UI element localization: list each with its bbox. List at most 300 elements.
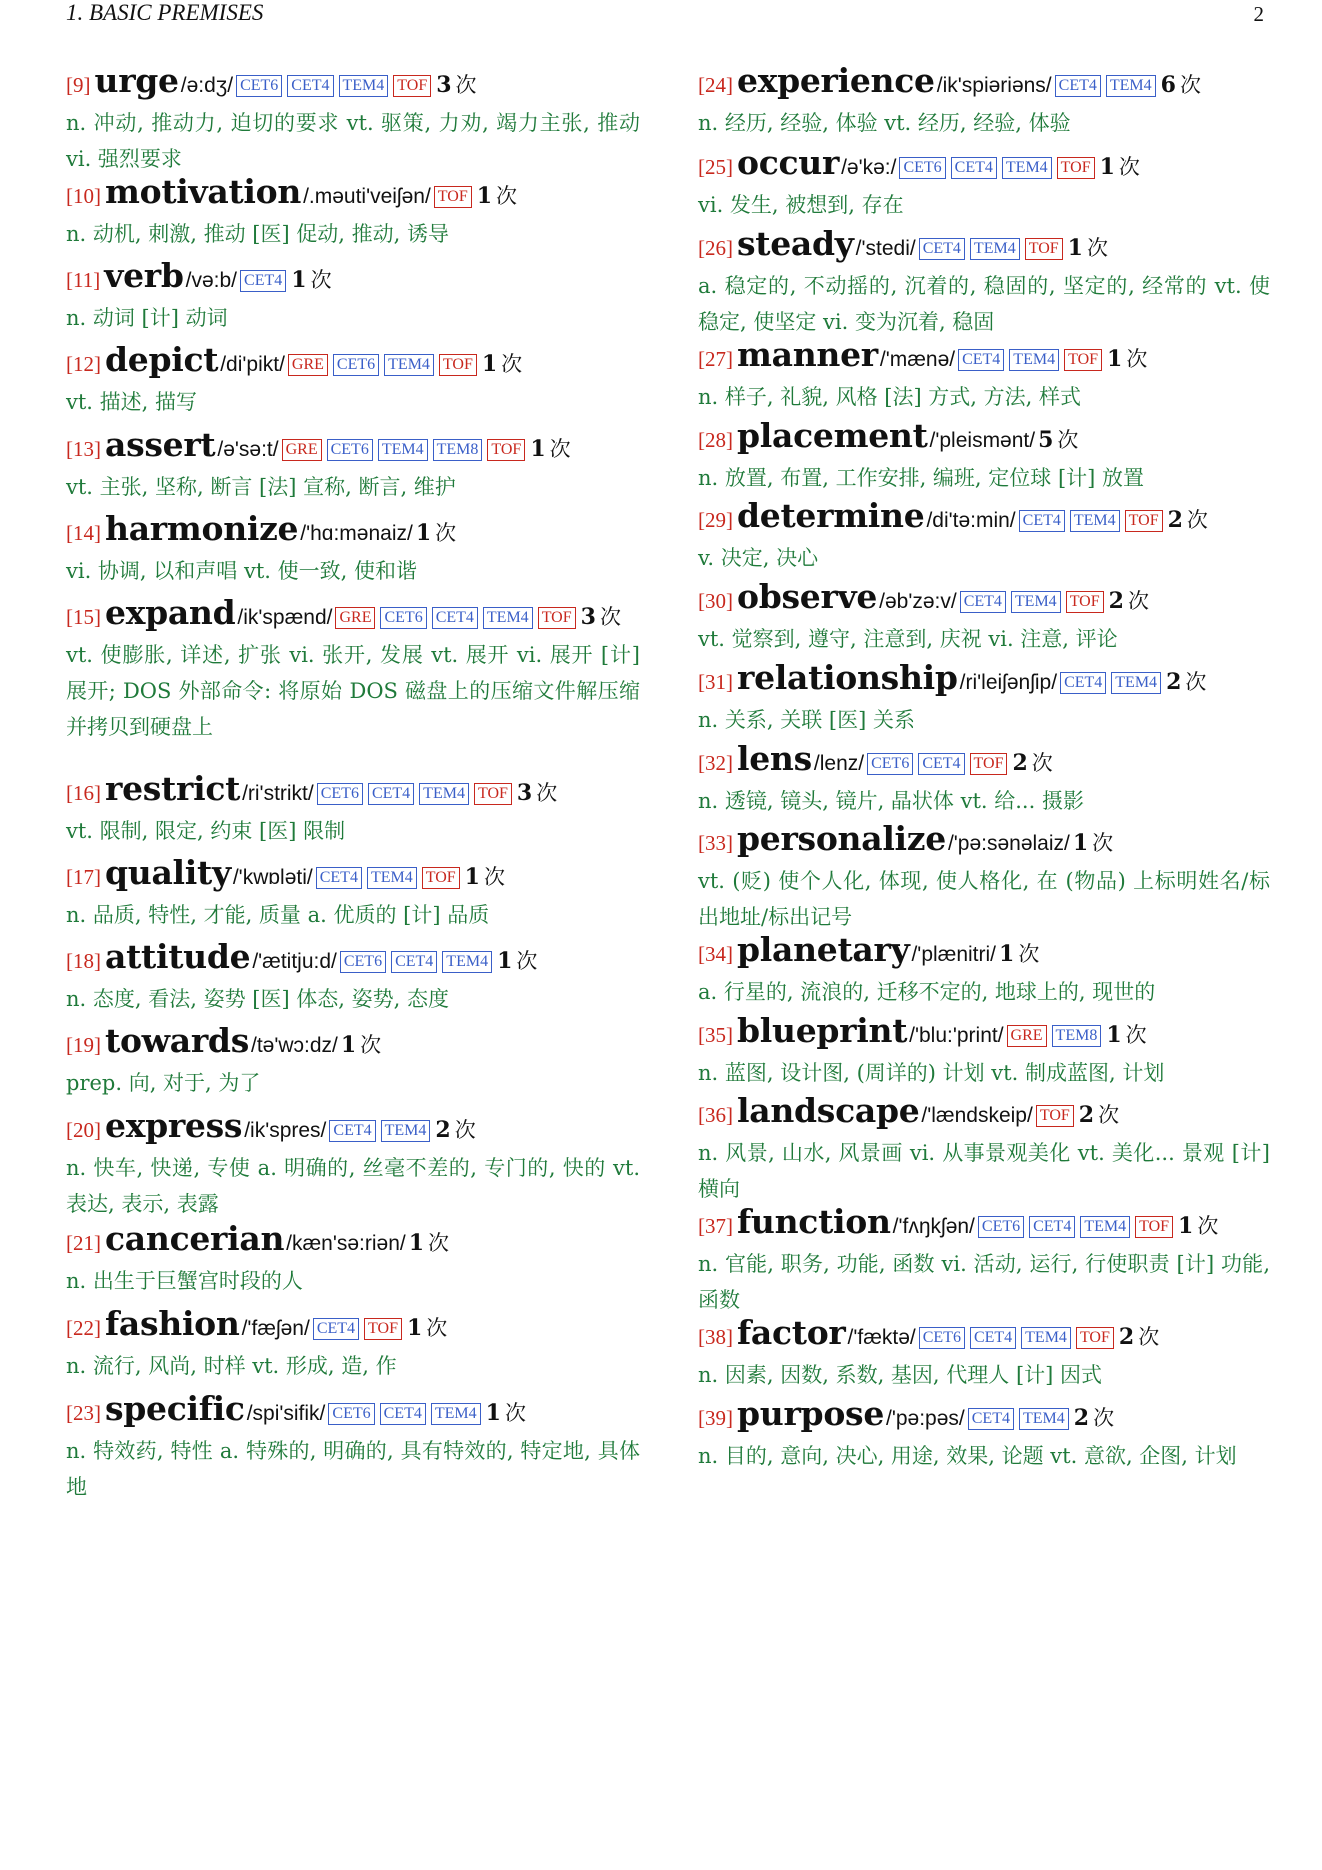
headword: function	[737, 1202, 891, 1241]
frequency-unit: 次	[1086, 236, 1108, 260]
headword: manner	[737, 335, 878, 374]
entry-number: [36]	[698, 1103, 733, 1127]
exam-tag: CET6	[236, 75, 282, 97]
exam-tag: CET4	[968, 1408, 1014, 1430]
vocab-entry	[66, 341, 640, 420]
exam-tag: CET6	[899, 157, 945, 179]
entry-headline	[66, 426, 640, 469]
entry-headline	[698, 1092, 1270, 1135]
frequency-unit: 次	[1179, 73, 1201, 97]
definition: n. 风景, 山水, 风景画 vi. 从事景观美化 vt. 美化... 景观 [计] 横向	[698, 1141, 1270, 1201]
vocab-entry	[66, 854, 640, 933]
exam-tag: CET6	[317, 783, 363, 805]
exam-tag: TEM4	[1106, 75, 1156, 97]
entry-headline	[66, 938, 640, 981]
phonetic: /'kwɒləti/	[232, 866, 313, 889]
exam-tag: TEM8	[1052, 1025, 1102, 1047]
frequency-unit: 次	[1186, 508, 1208, 532]
frequency-count: 1	[1067, 235, 1083, 261]
headword: placement	[737, 416, 928, 455]
exam-tag: TEM4	[1080, 1216, 1130, 1238]
phonetic: /'ætitju:d/	[252, 950, 337, 973]
frequency-unit: 次	[360, 1033, 382, 1057]
definition: vt. (贬) 使个人化, 体现, 使人格化, 在 (物品) 上标明姓名/标出地址/标出记号	[698, 869, 1270, 929]
entry-headline	[698, 1395, 1270, 1438]
exam-tag: GRE	[282, 439, 322, 461]
phonetic: /ik'spænd/	[237, 606, 333, 629]
phonetic: /'lændskeip/	[921, 1104, 1033, 1127]
headword: relationship	[737, 658, 958, 697]
headword: express	[105, 1106, 243, 1145]
exam-tag: TOF	[1125, 510, 1163, 532]
vocab-entry	[698, 62, 1270, 141]
entry-number: [25]	[698, 155, 733, 179]
exam-tag: TOF	[422, 867, 460, 889]
definition: n. 经历, 经验, 体验 vt. 经历, 经验, 体验	[698, 111, 1071, 135]
headword: towards	[105, 1021, 249, 1060]
entry-headline	[66, 173, 640, 216]
frequency-unit: 次	[1126, 347, 1148, 371]
headword: factor	[737, 1313, 846, 1352]
entry-headline	[66, 770, 640, 813]
exam-tag: CET4	[368, 783, 414, 805]
headword: attitude	[105, 937, 251, 976]
entry-headline	[698, 144, 1270, 187]
entry-number: [29]	[698, 508, 733, 532]
exam-tag: CET4	[432, 607, 478, 629]
frequency-count: 3	[580, 604, 596, 630]
frequency-unit: 次	[1093, 1406, 1115, 1430]
entry-headline	[698, 740, 1270, 783]
frequency-unit: 次	[1057, 428, 1079, 452]
entry-number: [35]	[698, 1023, 733, 1047]
frequency-count: 3	[436, 72, 452, 98]
exam-tag: CET6	[978, 1216, 1024, 1238]
exam-tag: CET4	[1060, 672, 1106, 694]
frequency-count: 6	[1160, 72, 1176, 98]
entry-number: [33]	[698, 831, 733, 855]
phonetic: /ə'kə:/	[841, 156, 897, 179]
frequency-unit: 次	[1092, 831, 1114, 855]
exam-tag: CET4	[329, 1120, 375, 1142]
phonetic: /ik'spres/	[244, 1119, 327, 1142]
definition: n. 样子, 礼貌, 风格 [法] 方式, 方法, 样式	[698, 385, 1082, 409]
definition: n. 目的, 意向, 决心, 用途, 效果, 论题 vt. 意欲, 企图, 计划	[698, 1444, 1237, 1468]
exam-tag: TEM4	[1111, 672, 1161, 694]
headword: verb	[104, 256, 184, 295]
phonetic: /'fæʃən/	[241, 1317, 310, 1340]
vocab-entry	[698, 1203, 1270, 1318]
frequency-count: 2	[1167, 507, 1183, 533]
definition: vt. 限制, 限定, 约束 [医] 限制	[66, 819, 346, 843]
phonetic: /'fæktə/	[847, 1326, 916, 1349]
frequency-count: 1	[464, 864, 480, 890]
exam-tag: CET4	[391, 951, 437, 973]
page-number: 2	[1253, 2, 1264, 26]
entry-number: [15]	[66, 605, 101, 629]
frequency-count: 1	[999, 941, 1015, 967]
phonetic: /di'pikt/	[220, 353, 285, 376]
frequency-count: 3	[516, 780, 533, 806]
exam-tag: TEM4	[1021, 1327, 1071, 1349]
frequency-count: 2	[1012, 750, 1028, 776]
exam-tag: CET4	[287, 75, 333, 97]
frequency-unit: 次	[1197, 1214, 1219, 1238]
frequency-count: 1	[408, 1230, 425, 1256]
frequency-count: 2	[1118, 1324, 1135, 1350]
definition: n. 蓝图, 设计图, (周详的) 计划 vt. 制成蓝图, 计划	[698, 1061, 1165, 1085]
phonetic: /ik'spiəriəns/	[936, 74, 1052, 97]
phonetic: /'mænə/	[879, 348, 956, 371]
definition: n. 动词 [计] 动词	[66, 306, 228, 330]
frequency-count: 1	[481, 351, 498, 377]
exam-tag: CET6	[333, 354, 379, 376]
entry-headline	[66, 510, 640, 553]
exam-tag: TEM4	[483, 607, 533, 629]
frequency-unit: 次	[454, 1118, 476, 1142]
exam-tag: TEM4	[431, 1403, 481, 1425]
entry-number: [39]	[698, 1406, 733, 1430]
phonetic: /'pə:sənəlaiz/	[947, 832, 1070, 855]
headword: cancerian	[105, 1219, 285, 1258]
definition: n. 快车, 快递, 专使 a. 明确的, 丝毫不差的, 专门的, 快的 vt. 表达, 表示, 表露	[66, 1156, 640, 1216]
frequency-unit: 次	[1018, 942, 1040, 966]
entry-number: [28]	[698, 428, 733, 452]
exam-tag: TOF	[439, 354, 477, 376]
entry-number: [13]	[66, 437, 101, 461]
exam-tag: TOF	[1036, 1105, 1074, 1127]
frequency-unit: 次	[435, 521, 457, 545]
headword: observe	[737, 577, 878, 616]
exam-tag: CET4	[1055, 75, 1101, 97]
headword: motivation	[105, 172, 302, 211]
phonetic: /'pleismənt/	[929, 429, 1036, 452]
headword: quality	[105, 853, 231, 892]
definition: prep. 向, 对于, 为了	[66, 1071, 261, 1095]
phonetic: /və:b/	[185, 269, 238, 292]
exam-tag: TOF	[538, 607, 576, 629]
entry-headline	[698, 820, 1270, 863]
phonetic: /kæn'sə:riən/	[286, 1232, 406, 1255]
exam-tag: TEM4	[339, 75, 389, 97]
entry-number: [19]	[66, 1033, 101, 1057]
vocab-entry	[698, 497, 1270, 576]
entry-number: [23]	[66, 1401, 101, 1425]
entry-number: [10]	[66, 184, 101, 208]
entry-headline	[698, 578, 1270, 621]
entry-number: [14]	[66, 521, 101, 545]
exam-tag: TEM8	[433, 439, 483, 461]
vocab-entry	[698, 820, 1270, 935]
vocab-entry	[66, 1305, 640, 1384]
exam-tag: TEM4	[1070, 510, 1120, 532]
entry-number: [12]	[66, 352, 101, 376]
entry-headline	[698, 1314, 1270, 1357]
vocab-entry	[698, 1092, 1270, 1207]
entry-number: [11]	[66, 268, 101, 292]
exam-tag: CET4	[1019, 510, 1065, 532]
frequency-count: 1	[497, 948, 513, 974]
exam-tag: TOF	[474, 783, 512, 805]
entry-number: [34]	[698, 942, 733, 966]
vocab-entry	[66, 1107, 640, 1222]
vocab-entry	[698, 578, 1270, 657]
chapter-title: 1. BASIC PREMISES	[66, 0, 264, 25]
definition: vt. 主张, 坚称, 断言 [法] 宣称, 断言, 维护	[66, 475, 456, 499]
entry-headline	[698, 497, 1270, 540]
frequency-count: 2	[1108, 588, 1124, 614]
page-header	[66, 0, 1264, 30]
exam-tag: TOF	[1066, 591, 1104, 613]
vocab-entry	[66, 173, 640, 252]
entry-number: [16]	[66, 781, 101, 805]
definition: n. 品质, 特性, 才能, 质量 a. 优质的 [计] 品质	[66, 903, 490, 927]
exam-tag: CET4	[380, 1403, 426, 1425]
vocab-entry	[66, 938, 640, 1017]
frequency-count: 1	[406, 1315, 423, 1341]
phonetic: /.məuti'veiʃən/	[303, 185, 431, 208]
frequency-unit: 次	[496, 184, 518, 208]
entry-headline	[66, 257, 640, 300]
phonetic: /'pə:pəs/	[886, 1407, 965, 1430]
entry-number: [24]	[698, 73, 733, 97]
definition: vi. 协调, 以和声唱 vt. 使一致, 使和谐	[66, 559, 417, 583]
definition: n. 透镜, 镜头, 镜片, 晶状体 vt. 给... 摄影	[698, 789, 1084, 813]
exam-tag: TEM4	[381, 1120, 431, 1142]
definition: n. 动机, 刺激, 推动 [医] 促动, 推动, 诱导	[66, 222, 450, 246]
exam-tag: GRE	[288, 354, 328, 376]
entry-headline	[698, 931, 1270, 974]
phonetic: /di'tə:min/	[926, 509, 1016, 532]
vocab-entry	[66, 257, 640, 336]
frequency-unit: 次	[501, 352, 523, 376]
headword: depict	[105, 340, 219, 379]
entry-headline	[66, 1220, 640, 1263]
phonetic: /tə'wɔ:dz/	[250, 1034, 338, 1057]
headword: steady	[737, 224, 854, 263]
exam-tag: TOF	[434, 186, 472, 208]
vocab-entry	[66, 62, 640, 177]
frequency-unit: 次	[549, 437, 571, 461]
definition: a. 稳定的, 不动摇的, 沉着的, 稳固的, 坚定的, 经常的 vt. 使稳定, 使坚定 vi. 变为沉着, 稳固	[698, 274, 1270, 334]
phonetic: /ə:dʒ/	[180, 74, 234, 97]
exam-tag: TEM4	[384, 354, 434, 376]
entry-headline	[698, 336, 1270, 379]
entry-headline	[66, 1107, 640, 1150]
exam-tag: GRE	[335, 607, 375, 629]
entry-headline	[66, 1022, 640, 1065]
phonetic: /'hɑ:mənaiz/	[300, 522, 413, 545]
exam-tag: TOF	[1076, 1327, 1114, 1349]
vocab-entry	[66, 510, 640, 589]
exam-tag: CET4	[1029, 1216, 1075, 1238]
exam-tag: CET4	[919, 238, 965, 260]
entry-headline	[698, 1203, 1270, 1246]
frequency-count: 1	[1107, 346, 1123, 372]
exam-tag: CET4	[918, 753, 964, 775]
entry-headline	[698, 659, 1270, 702]
headword: fashion	[105, 1304, 240, 1343]
frequency-unit: 次	[1185, 670, 1207, 694]
definition: v. 决定, 决心	[698, 546, 819, 570]
exam-tag: TOF	[1057, 157, 1095, 179]
exam-tag: TOF	[1135, 1216, 1173, 1238]
phonetic: /ri'leiʃənʃip/	[959, 671, 1058, 694]
frequency-count: 2	[1073, 1405, 1090, 1431]
entry-number: [26]	[698, 236, 733, 260]
headword: experience	[737, 61, 935, 100]
exam-tag: GRE	[1007, 1025, 1047, 1047]
definition: n. 关系, 关联 [医] 关系	[698, 708, 915, 732]
vocab-entry	[698, 225, 1270, 340]
frequency-unit: 次	[504, 1401, 526, 1425]
frequency-unit: 次	[1127, 589, 1149, 613]
vocab-entry	[66, 594, 640, 745]
entry-headline	[66, 594, 640, 637]
headword: urge	[94, 61, 179, 100]
entry-headline	[66, 62, 640, 105]
vocab-entry	[698, 1395, 1270, 1474]
entry-headline	[66, 1390, 640, 1433]
frequency-unit: 次	[483, 865, 505, 889]
entry-number: [22]	[66, 1316, 101, 1340]
exam-tag: TEM4	[419, 783, 469, 805]
vocab-entry	[66, 1220, 640, 1299]
exam-tag: TOF	[1025, 238, 1063, 260]
definition: vt. 使膨胀, 详述, 扩张 vi. 张开, 发展 vt. 展开 vi. 展开 [计] 展开; DOS 外部命令: 将原始 DOS 磁盘上的压缩文件解压缩并拷贝到硬盘上	[66, 643, 640, 739]
exam-tag: TEM4	[378, 439, 428, 461]
frequency-unit: 次	[428, 1231, 450, 1255]
definition: n. 流行, 风尚, 时样 vt. 形成, 造, 作	[66, 1354, 397, 1378]
phonetic: /spi'sifik/	[246, 1402, 326, 1425]
entry-headline	[66, 1305, 640, 1348]
exam-tag: CET6	[867, 753, 913, 775]
exam-tag: TEM4	[970, 238, 1020, 260]
exam-tag: TEM4	[1002, 157, 1052, 179]
frequency-unit: 次	[426, 1316, 448, 1340]
frequency-count: 1	[291, 267, 307, 293]
definition: n. 态度, 看法, 姿势 [医] 体态, 姿势, 态度	[66, 987, 450, 1011]
definition: vt. 描述, 描写	[66, 390, 198, 414]
phonetic: /lenz/	[813, 752, 865, 775]
frequency-unit: 次	[1125, 1023, 1147, 1047]
vocab-entry	[698, 1012, 1270, 1091]
frequency-unit: 次	[455, 73, 477, 97]
vocab-entry	[698, 740, 1270, 819]
frequency-unit: 次	[1031, 751, 1053, 775]
definition: vt. 觉察到, 遵守, 注意到, 庆祝 vi. 注意, 评论	[698, 627, 1118, 651]
entry-number: [18]	[66, 949, 101, 973]
entry-number: [21]	[66, 1231, 101, 1255]
headword: assert	[105, 425, 216, 464]
definition: n. 放置, 布置, 工作安排, 编班, 定位球 [计] 放置	[698, 466, 1145, 490]
exam-tag: TEM4	[442, 951, 492, 973]
headword: lens	[737, 739, 812, 778]
frequency-unit: 次	[1098, 1103, 1120, 1127]
exam-tag: CET6	[380, 607, 426, 629]
entry-number: [38]	[698, 1325, 733, 1349]
phonetic: /ri'strikt/	[242, 782, 314, 805]
exam-tag: TOF	[393, 75, 431, 97]
entry-number: [20]	[66, 1118, 101, 1142]
exam-tag: TEM4	[1019, 1408, 1069, 1430]
vocab-entry	[698, 1314, 1270, 1393]
entry-number: [31]	[698, 670, 733, 694]
exam-tag: CET4	[958, 349, 1004, 371]
entry-number: [32]	[698, 751, 733, 775]
headword: occur	[737, 143, 840, 182]
headword: planetary	[737, 930, 910, 969]
headword: restrict	[105, 769, 241, 808]
vocab-entry	[698, 336, 1270, 415]
headword: landscape	[737, 1091, 920, 1130]
entry-number: [9]	[66, 73, 91, 97]
exam-tag: TEM4	[1011, 591, 1061, 613]
headword: purpose	[737, 1394, 885, 1433]
definition: n. 特效药, 特性 a. 特殊的, 明确的, 具有特效的, 特定地, 具体地	[66, 1439, 640, 1499]
frequency-unit: 次	[536, 781, 558, 805]
entry-headline	[698, 1012, 1270, 1055]
frequency-unit: 次	[599, 605, 621, 629]
entry-headline	[698, 417, 1270, 460]
frequency-count: 1	[340, 1032, 357, 1058]
frequency-count: 2	[1166, 669, 1182, 695]
entry-number: [27]	[698, 347, 733, 371]
exam-tag: TEM4	[1009, 349, 1059, 371]
exam-tag: TOF	[364, 1318, 402, 1340]
vocab-entry	[698, 931, 1270, 1010]
vocab-entry	[66, 426, 640, 505]
headword: specific	[105, 1389, 245, 1428]
phonetic: /'stedi/	[855, 237, 916, 260]
exam-tag: CET6	[340, 951, 386, 973]
definition: a. 行星的, 流浪的, 迁移不定的, 地球上的, 现世的	[698, 980, 1156, 1004]
exam-tag: CET4	[960, 591, 1006, 613]
vocab-entry	[698, 144, 1270, 223]
entry-headline	[66, 854, 640, 897]
exam-tag: CET6	[327, 439, 373, 461]
entry-headline	[66, 341, 640, 384]
phonetic: /ə'sə:t/	[217, 438, 279, 461]
vocab-entry	[66, 1390, 640, 1505]
frequency-unit: 次	[516, 949, 538, 973]
headword: personalize	[737, 819, 946, 858]
frequency-unit: 次	[1118, 155, 1140, 179]
definition: n. 因素, 因数, 系数, 基因, 代理人 [计] 因式	[698, 1363, 1103, 1387]
phonetic: /'fʌŋkʃən/	[892, 1215, 975, 1238]
frequency-count: 1	[415, 520, 432, 546]
exam-tag: CET4	[970, 1327, 1016, 1349]
frequency-count: 1	[1072, 830, 1089, 856]
exam-tag: CET4	[240, 270, 286, 292]
frequency-count: 1	[530, 436, 546, 462]
definition: vi. 发生, 被想到, 存在	[698, 193, 904, 217]
exam-tag: TOF	[487, 439, 525, 461]
entry-headline	[698, 62, 1270, 105]
exam-tag: TEM4	[367, 867, 417, 889]
frequency-count: 1	[1178, 1213, 1194, 1239]
frequency-count: 1	[476, 183, 493, 209]
exam-tag: TOF	[1064, 349, 1102, 371]
exam-tag: CET4	[313, 1318, 359, 1340]
exam-tag: CET4	[951, 157, 997, 179]
vocab-entry	[698, 417, 1270, 496]
frequency-count: 1	[485, 1400, 501, 1426]
definition: n. 官能, 职务, 功能, 函数 vi. 活动, 运行, 行使职责 [计] 功能, 函数	[698, 1252, 1270, 1312]
phonetic: /əb'zə:v/	[879, 590, 957, 613]
phonetic: /'blu:'print/	[909, 1024, 1004, 1047]
entry-number: [30]	[698, 589, 733, 613]
